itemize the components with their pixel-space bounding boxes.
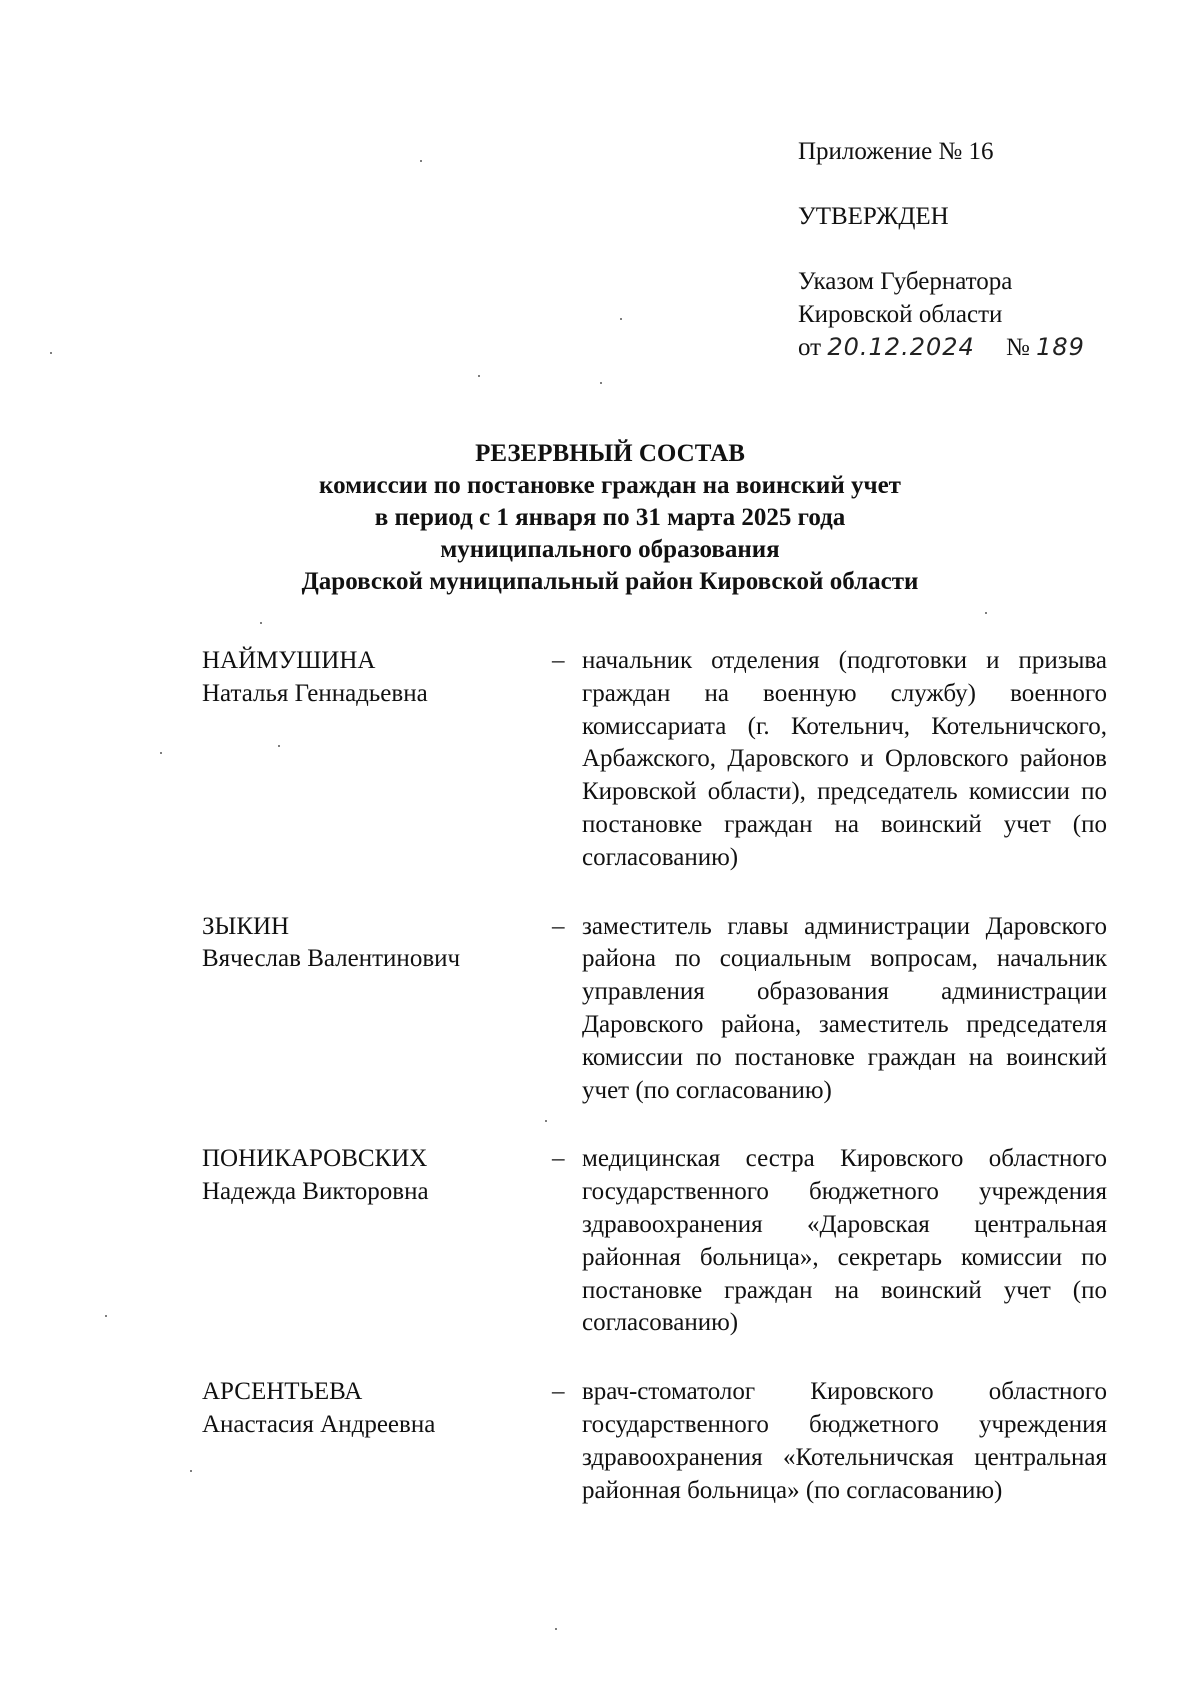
decree-date-line [798, 331, 1158, 364]
scan-speck [620, 318, 622, 320]
member-surname: ЗЫКИН [202, 912, 290, 940]
member-dash: – [552, 1145, 565, 1173]
approved-label: УТВЕРЖДЕН [798, 203, 949, 230]
member-entry [202, 645, 1107, 875]
member-name [202, 645, 552, 711]
handwritten-date: 20.12.2024 [827, 333, 975, 361]
decree-line-1: Указом Губернатора [798, 268, 1013, 295]
member-entry [202, 1376, 1107, 1507]
member-description: заместитель главы администрации Даровского района по социальным вопросам, начальник управления образования администрации Даровского района, заместитель председателя комиссии по постановке граждан на воинский учет (по согласованию) [582, 912, 1107, 1104]
title-line-2: комиссии по постановке граждан на воинский учет [319, 472, 901, 499]
member-dash: – [552, 647, 565, 674]
member-surname: ПОНИКАРОВСКИХ [202, 1145, 428, 1173]
scan-speck [105, 1315, 107, 1317]
member-dash: – [552, 1378, 565, 1406]
appendix-label: Приложение № 16 [798, 138, 994, 165]
member-description: медицинская сестра Кировского областного государственного бюджетного учреждения здравоохранения «Даровская центральная районная больница», секретарь комиссии по постановке граждан на воинский учет (по согласованию) [582, 1145, 1107, 1337]
scan-speck [50, 352, 52, 354]
member-surname: АРСЕНТЬЕВА [202, 1378, 363, 1406]
title-line-4: муниципального образования [440, 536, 780, 563]
member-name [202, 1376, 552, 1442]
scan-speck [190, 1470, 192, 1472]
member-given-names: Анастасия Андреевна [202, 1410, 436, 1438]
scan-speck [420, 160, 422, 162]
scan-speck [260, 622, 262, 624]
member-name [202, 1143, 552, 1209]
scan-speck [160, 752, 162, 754]
member-surname: НАЙМУШИНА [202, 647, 376, 674]
title-line-3: в период с 1 января по 31 марта 2025 года [374, 504, 846, 531]
member-dash: – [552, 912, 565, 940]
member-description: начальник отделения (подготовки и призыва граждан на военную службу) военного комиссариата (г. Котельнич, Котельничского, Арбажского, Даровского и Орловского районов Кировской области), председатель комиссии по постановке граждан на воинский учет (по согласованию) [582, 647, 1107, 871]
member-entry [202, 1143, 1107, 1340]
document-title [150, 438, 1070, 598]
member-entry [202, 911, 1107, 1108]
scan-speck [545, 1120, 547, 1122]
scan-speck [985, 612, 987, 614]
member-given-names: Наталья Геннадьевна [202, 679, 428, 707]
scan-speck [555, 1628, 557, 1630]
approval-block [798, 135, 1158, 364]
number-prefix: № [1006, 334, 1030, 361]
scan-speck [278, 745, 280, 747]
member-name [202, 911, 552, 977]
title-line-1: РЕЗЕРВНЫЙ СОСТАВ [475, 440, 745, 467]
member-description: врач-стоматолог Кировского областного государственного бюджетного учреждения здравоохранения «Котельничская центральная районная больница» (по согласованию) [582, 1378, 1107, 1504]
scan-speck [478, 375, 480, 377]
scan-speck [600, 382, 602, 384]
member-given-names: Надежда Викторовна [202, 1178, 429, 1206]
member-given-names: Вячеслав Валентинович [202, 945, 461, 973]
members-list [202, 645, 1107, 1543]
date-prefix: от [798, 334, 822, 361]
decree-line-2: Кировской области [798, 301, 1003, 328]
title-line-5: Даровской муниципальный район Кировской области [301, 568, 919, 595]
handwritten-number: 189 [1036, 333, 1085, 361]
